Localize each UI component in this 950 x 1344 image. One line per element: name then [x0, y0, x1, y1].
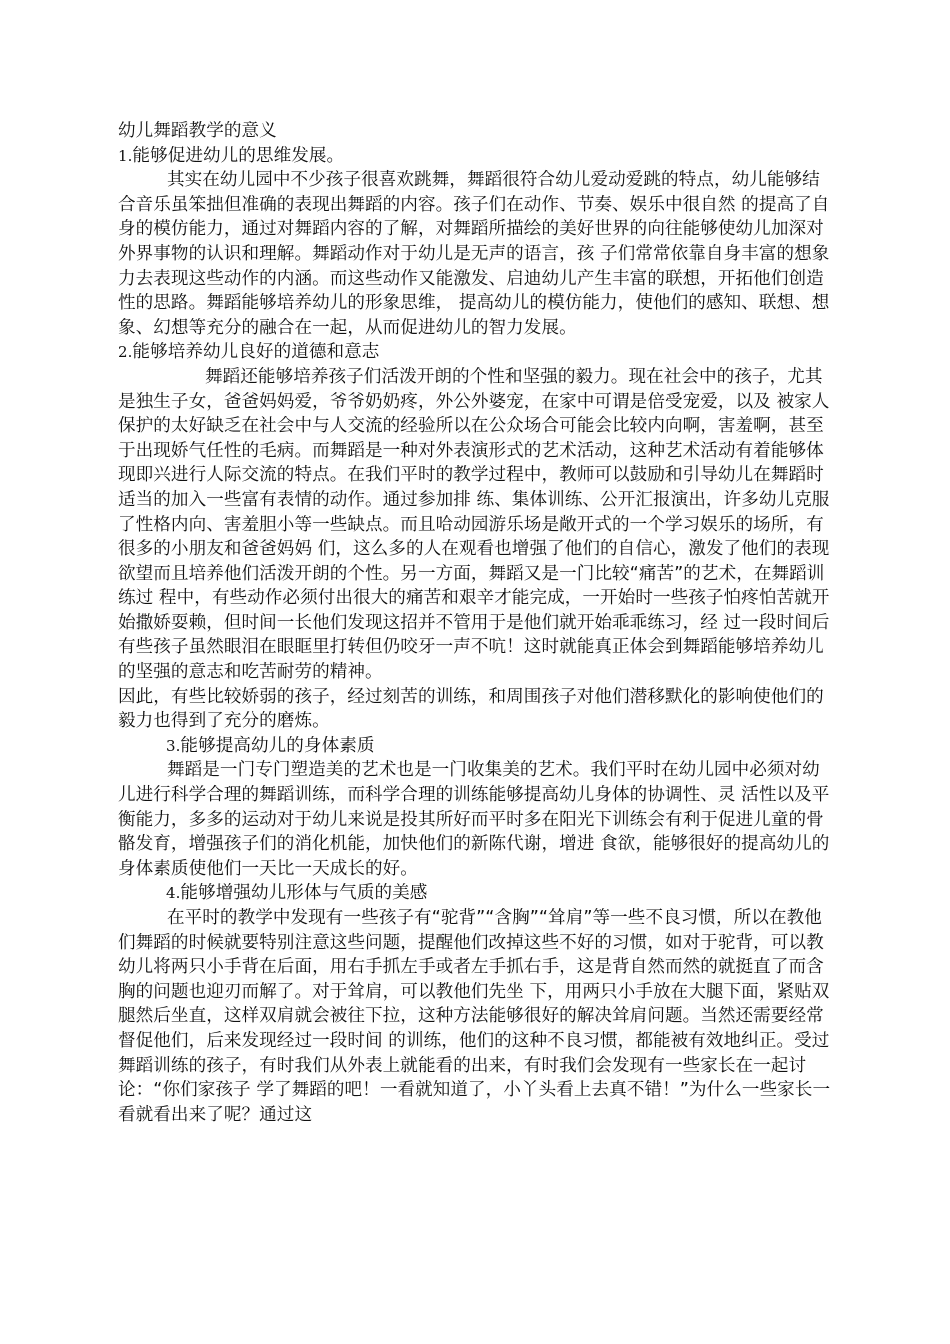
section-number-4: 4.: [166, 884, 181, 903]
section-heading-2: [118, 340, 832, 365]
section-2-paragraph-1: 舞蹈还能够培养孩子们活泼开朗的个性和坚强的毅力。现在社会中的孩子，尤其是独生子女，爸爸妈妈爱，爷爷奶奶疼，外公外婆宠，在家中可谓是倍受宠爱，以及 被家人保护的太好缺乏在社会中与人交流的经验所以在公众场合可能会比较内向啊，害羞啊，甚至于出现娇气任性的毛病。而舞蹈是一种对外表演形式的艺术活动，这种艺术活动有着能够体现即兴进行人际交流的特点。在我们平时的教学过程中，教师可以鼓励和引导幼儿在舞蹈时适当的加入一些富有表情的动作。通过参加排 练、集体训练、公开汇报演出，许多幼儿克服了性格内向、害羞胆小等一些缺点。而且哈动园游乐场是敞开式的一个学习娱乐的场所，有很多的小朋友和爸爸妈妈 们，这么多的人在观看也增强了他们的自信心，激发了他们的表现欲望而且培养他们活泼开朗的个性。另一方面，舞蹈又是一门比较“痛苦”的艺术，在舞蹈训练过 程中，有些动作必须付出很大的痛苦和艰辛才能完成，一开始时一些孩子怕疼怕苦就开始撒娇耍赖，但时间一长他们发现这招并不管用于是他们就开始乖乖练习，经 过一段时间后有些孩子虽然眼泪在眼眶里打转但仍咬牙一声不吭！这时就能真正体会到舞蹈能够培养幼儿的坚强的意志和吃苦耐劳的精神。: [118, 366, 830, 683]
document-title: 幼儿舞蹈教学的意义: [118, 121, 277, 141]
section-number-1: 1.: [118, 146, 133, 165]
section-heading-text-2: 能够培养幼儿良好的道德和意志: [132, 342, 380, 363]
section-4-paragraph-1: 在平时的教学中发现有一些孩子有“驼背”“含胸”“耸肩”等一些不良习惯，所以在教他们舞蹈的时候就要特别注意这些问题，提醒他们改掉这些不好的习惯，如对于驼背，可以教幼儿将两只小手背在后面，用右手抓左手或者左手抓右手，这是背自然而然的就挺直了而含胸的问题也迎刃而解了。对于耸肩，可以教他们先坐 下，用两只小手放在大腿下面，紧贴双腿然后坐直，这样双肩就会被往下拉，这种方法能够很好的解决耸肩问题。当然还需要经常督促他们，后来发现经过一段时间 的训练，他们的这种不良习惯，都能被有效地纠正。受过舞蹈训练的孩子，有时我们从外表上就能看的出来，有时我们会发现有一些家长在一起讨论：“你们家孩子 学了舞蹈的吧！一看就知道了，小丫头看上去真不错！”为什么一些家长一看就看出来了呢？通过这: [118, 908, 831, 1125]
section-heading-text-3: 能够提高幼儿的身体素质: [180, 735, 375, 756]
document-page: [118, 119, 832, 1127]
section-heading-4: [118, 881, 832, 906]
section-number-2: 2.: [118, 343, 133, 362]
section-number-3: 3.: [166, 736, 181, 755]
section-heading-1: [118, 144, 832, 169]
section-3-paragraph-1: 舞蹈是一门专门塑造美的艺术也是一门收集美的艺术。我们平时在幼儿园中必须对幼儿进行科学合理的舞蹈训练，而科学合理的训练能够提高幼儿身体的协调性、灵 活性以及平衡能力，多多的运动对于幼儿来说是投其所好而平时多在阳光下训练会有利于促进儿童的骨骼发育，增强孩子们的消化机能，加快他们的新陈代谢，增进 食欲，能够很好的提高幼儿的身体素质使他们一天比一天成长的好。: [118, 760, 830, 879]
section-heading-text-1: 能够促进幼儿的思维发展。: [132, 145, 345, 166]
section-2-paragraph-2: 因此，有些比较娇弱的孩子，经过刻苦的训练，和周围孩子对他们潜移默化的影响使他们的毅力也得到了充分的磨炼。: [118, 686, 824, 732]
section-heading-text-4: 能够增强幼儿形体与气质的美感: [180, 883, 428, 904]
section-heading-3: [118, 734, 832, 759]
section-1-paragraph-1: 其实在幼儿园中不少孩子很喜欢跳舞，舞蹈很符合幼儿爱动爱跳的特点，幼儿能够结合音乐虽笨拙但准确的表现出舞蹈的内容。孩子们在动作、节奏、娱乐中很自然 的提高了自身的模仿能力，通过对舞蹈内容的了解，对舞蹈所描绘的美好世界的向往能够使幼儿加深对外界事物的认识和理解。舞蹈动作对于幼儿是无声的语言，孩 子们常常依靠自身丰富的想象力去表现这些动作的内涵。而这些动作又能激发、启迪幼儿产生丰富的联想，开拓他们创造性的思路。舞蹈能够培养幼儿的形象思维， 提高幼儿的模仿能力，使他们的感知、联想、想象、幻想等充分的融合在一起，从而促进幼儿的智力发展。: [118, 170, 830, 338]
